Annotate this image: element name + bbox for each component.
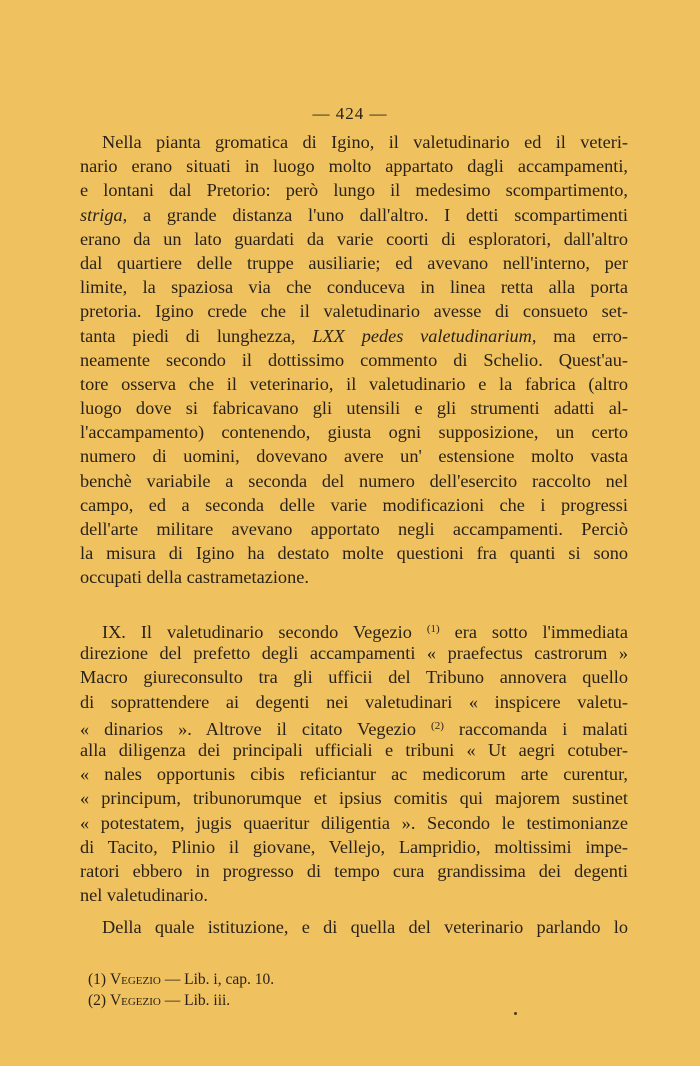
text-line: Macro giureconsulto tra gli ufficii del Tribuno annovera quello <box>80 667 628 688</box>
text-line: tore osserva che il veterinario, il valetudinario e la fabrica (altro <box>80 373 628 394</box>
text-line: numero di uomini, dovevano avere un' estensione molto vasta <box>80 446 628 467</box>
text-line: di Tacito, Plinio il giovane, Vellejo, Lampridio, moltissimi impe- <box>80 836 628 857</box>
paragraph-section-ix <box>80 617 628 907</box>
text-line: dell'arte militare avevano apportato negli accampamenti. Perciò <box>80 519 628 539</box>
text-line: luogo dove si fabricavano gli utensili e gli strumenti adatti al- <box>80 398 628 419</box>
text-line: la misura di Igino ha destato molte questioni fra quanti si sono <box>80 543 628 564</box>
paragraph-castrametation <box>80 130 628 590</box>
footnote-ref[interactable]: (1) <box>426 623 440 635</box>
page-number: — 424 — <box>312 104 388 123</box>
text-line: pretoria. Igino crede che il valetudinario avesse di consueto set- <box>80 301 628 322</box>
text-line: Della quale istituzione, e di quella del veterinario parlando lo <box>102 917 628 937</box>
text-line: tanta piedi di lunghezza, LXX pedes valetudinarium, ma erro- <box>80 325 628 346</box>
text-line: striga, a grande distanza l'uno dall'altro. I detti scompartimenti <box>80 204 628 225</box>
italic-quote: LXX pedes valetudinarium <box>312 325 532 346</box>
text-line: direzione del prefetto degli accampamenti « praefectus castrorum » <box>80 643 628 664</box>
footnote-author: Vegezio <box>109 992 161 1009</box>
text-line: ratori ebbero in progresso di tempo cura grandissima dei degenti <box>80 860 628 881</box>
text-line: IX. Il valetudinario secondo Vegezio $^{(1)}$ era sotto l'immediata <box>102 622 628 642</box>
text-line: Nella pianta gromatica di Igino, il valetudinario ed il veteri- <box>102 132 628 152</box>
text-line: benchè variabile a seconda del numero dell'esercito raccolto nel <box>80 470 628 491</box>
text-line: « nales opportunis cibis reficiantur ac medicorum arte curentur, <box>80 764 628 785</box>
text-line: « principum, tribunorumque et ipsius comitis qui majorem sustinet <box>80 788 628 809</box>
text-line: nel valetudinario. <box>80 885 208 906</box>
text-line: erano da un lato guardati da varie coorti di esploratori, dall'altro <box>80 228 628 249</box>
text-line: l'accampamento) contenendo, giusta ogni supposizione, un certo <box>80 422 628 443</box>
footnote: (2) Vegezio — Lib. iii. <box>88 992 231 1009</box>
text-line: occupati della castrametazione. <box>80 567 309 588</box>
text-line: « dinarios ». Altrove il citato Vegezio $^{(2)}$ raccomanda i malati <box>80 718 629 739</box>
footnote-author: Vegezio <box>109 971 161 988</box>
text-line: dal quartiere delle truppe ausiliarie; ed avevano nell'interno, per <box>80 252 628 273</box>
paper-speck <box>514 1012 517 1015</box>
text-line: campo, ed a seconda delle varie modificazioni che i progressi <box>80 494 628 515</box>
footnote-ref[interactable]: (2) <box>431 719 444 732</box>
footnotes <box>88 969 274 1011</box>
paragraph-continuation <box>80 915 628 939</box>
text-line: neamente secondo il dottissimo commento di Schelio. Quest'au- <box>80 349 628 370</box>
text-line: di soprattendere ai degenti nei valetudinari « inspicere valetu- <box>80 691 628 712</box>
text-line: limite, la spaziosa via che conduceva in linea retta alla porta <box>80 277 628 298</box>
text-line: e lontani dal Pretorio: però lungo il medesimo scompartimento, <box>80 180 628 201</box>
text-line: nario erano situati in luogo molto appartato dagli accampamenti, <box>80 156 628 177</box>
text-line: « potestatem, jugis quaeritur diligentia ». Secondo le testimonianze <box>80 812 628 833</box>
italic-term: striga <box>80 204 123 225</box>
footnote: (1) Vegezio — Lib. i, cap. 10. <box>88 971 275 988</box>
text-line: alla diligenza dei principali ufficiali e tribuni « Ut aegri cotuber- <box>80 739 628 760</box>
